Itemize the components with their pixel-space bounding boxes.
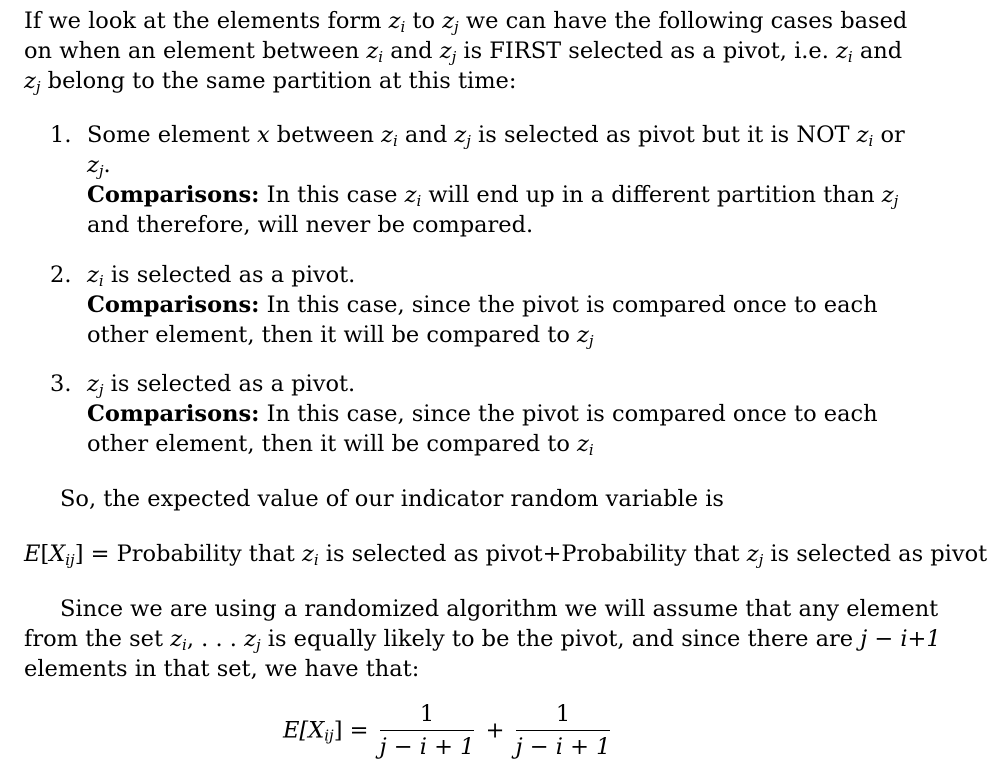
- display-formula: $E[X_{ij}]$ = $\frac{1}{j - i + 1}$ + $\frac{1}{j - i + 1}$: [283, 701, 611, 760]
- expectation-equation: $E[X_{ij}]$ = Probability that $z_i$ is selected as pivot+Probability that $z_j$ is selected as pivot: [24, 541, 988, 569]
- intro-paragraph: [24, 6, 908, 96]
- case-body: $z_j$ is selected as a pivot. Comparisons: In this case, since the pivot is compared once to each other element, then it will be compared to $z_i$: [87, 371, 878, 459]
- intro-line-2: on when an element between $z_i$ and $z_j$ is FIRST selected as a pivot, i.e. $z_i$ and: [24, 38, 903, 66]
- fraction-2: $\frac{1}{j - i + 1}$: [515, 701, 611, 760]
- intro-line-1: If we look at the elements form $z_i$ to $z_j$ we can have the following cases based: [24, 8, 908, 36]
- since-paragraph: Since we are using a randomized algorithm we will assume that any element from the set $z_i$, . . . $z_j$ is equally likely to be the pivot, and since there are j − i+1 elements in that set, we have that:: [24, 596, 941, 682]
- comparisons-label: Comparisons:: [87, 182, 260, 208]
- list-number: 2.: [50, 262, 72, 288]
- comparisons-label: Comparisons:: [87, 292, 260, 318]
- case-body: Some element x between $z_i$ and $z_j$ is selected as pivot but it is NOT $z_i$ or $z_j$. Comparisons: In this case $z_i$ will end up in a different partition than $z_j$ and therefore, will never be compared.: [87, 122, 905, 238]
- so-line: So, the expected value of our indicator random variable is: [60, 486, 724, 512]
- intro-line-3: $z_j$ belong to the same partition at this time:: [24, 68, 517, 96]
- comparisons-label: Comparisons:: [87, 401, 260, 427]
- list-number: 1.: [50, 122, 72, 148]
- fraction-1: $\frac{1}{j - i + 1}$: [379, 701, 475, 760]
- list-number: 3.: [50, 371, 72, 397]
- case-body: $z_i$ is selected as a pivot. Comparisons: In this case, since the pivot is compared once to each other element, then it will be compared to $z_j$: [87, 262, 878, 350]
